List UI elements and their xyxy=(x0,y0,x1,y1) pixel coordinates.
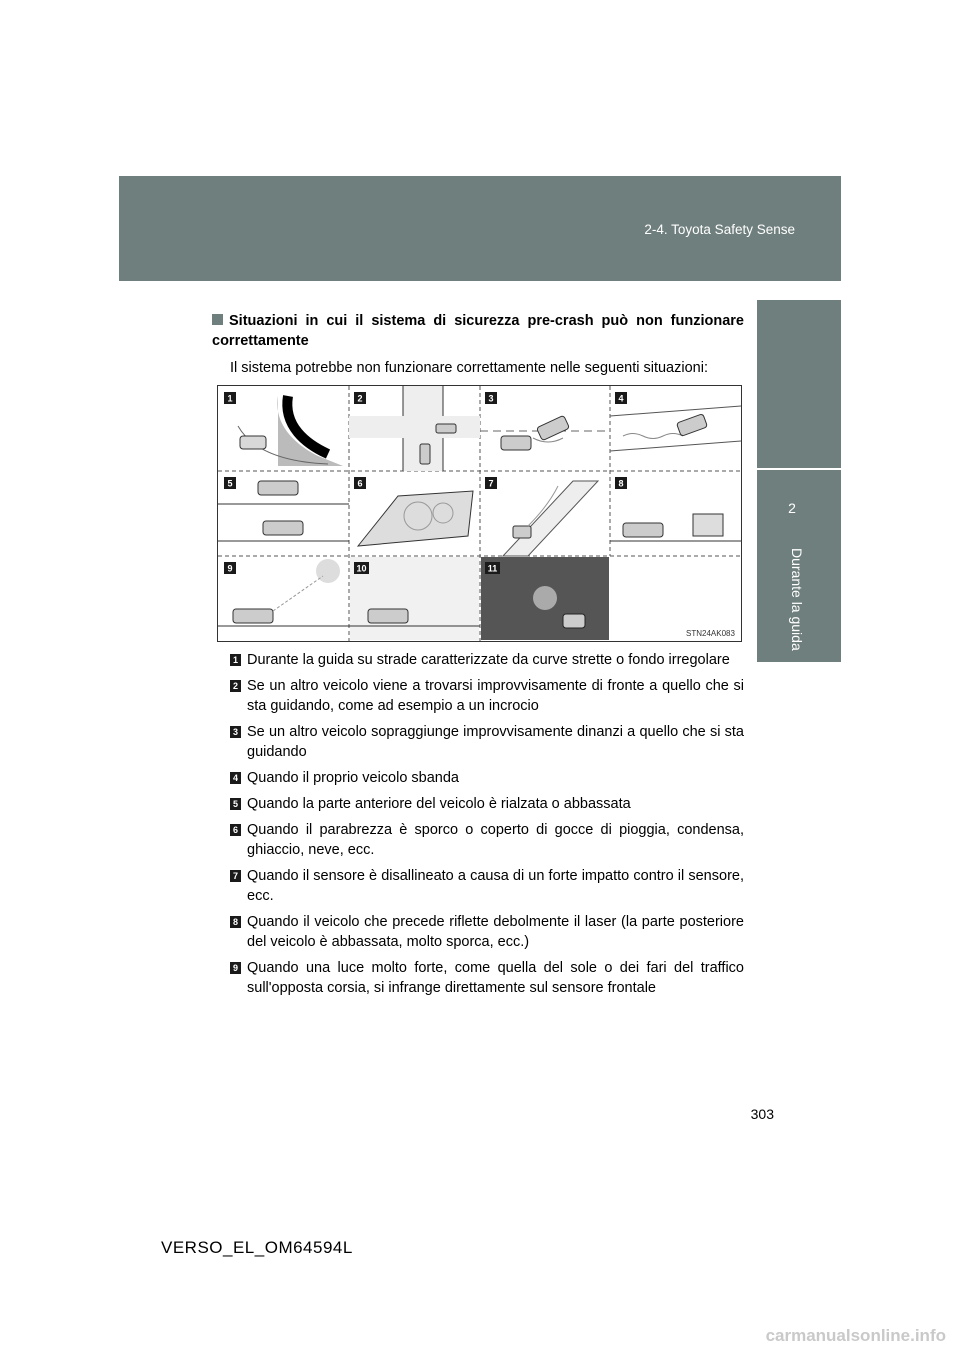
list-item xyxy=(230,820,744,860)
panel-number: 8 xyxy=(618,478,624,489)
tab-divider xyxy=(757,468,841,470)
section-title: 2-4. Toyota Safety Sense xyxy=(644,222,795,237)
panel-1-curve-scene xyxy=(238,396,343,466)
panel-number: 3 xyxy=(488,393,494,404)
list-item xyxy=(230,866,744,906)
item-text: Quando una luce molto forte, come quella del sole o dei fari del traffico sull'opposta corsia, si infrange direttamente sul sensore frontale xyxy=(247,960,744,996)
panel-6-windshield-scene xyxy=(358,491,473,546)
panel-9-sunlight-scene xyxy=(218,559,349,626)
item-text: Se un altro veicolo sopraggiunge improvvisamente dinanzi a quello che si sta guidando xyxy=(247,724,744,760)
heading-text: Situazioni in cui il sistema di sicurezza pre-crash può non funzionare correttamente xyxy=(212,313,744,349)
situations-figure xyxy=(217,385,742,642)
list-item xyxy=(230,650,744,670)
page-number: 303 xyxy=(750,1106,774,1122)
item-number: 3 xyxy=(230,726,241,738)
item-number: 8 xyxy=(230,916,241,928)
item-text: Quando il proprio veicolo sbanda xyxy=(247,770,459,786)
item-text: Se un altro veicolo viene a trovarsi improvvisamente di fronte a quello che si sta guidando, come ad esempio a un incrocio xyxy=(247,678,744,714)
panel-number: 9 xyxy=(227,563,233,574)
figure-illustration xyxy=(218,386,741,641)
header-band xyxy=(119,176,841,281)
panel-number: 2 xyxy=(357,393,363,404)
chapter-number: 2 xyxy=(788,500,796,516)
item-text: Quando il veicolo che precede riflette debolmente il laser (la parte posteriore del veicolo è abbassata, molto sporca, ecc.) xyxy=(247,914,744,950)
list-item xyxy=(230,794,744,814)
item-number: 6 xyxy=(230,824,241,836)
square-bullet-icon xyxy=(212,314,223,325)
panel-number: 5 xyxy=(227,478,233,489)
panel-2-intersection-scene xyxy=(349,386,480,471)
list-item xyxy=(230,912,744,952)
item-number: 4 xyxy=(230,772,241,784)
panel-number: 11 xyxy=(487,563,498,574)
item-number: 9 xyxy=(230,962,241,974)
panel-number: 6 xyxy=(357,478,363,489)
panel-number: 7 xyxy=(488,478,494,489)
item-number: 2 xyxy=(230,680,241,692)
item-text: Quando il sensore è disallineato a causa di un forte impatto contro il sensore, ecc. xyxy=(247,868,744,904)
item-text: Quando la parte anteriore del veicolo è rialzata o abbassata xyxy=(247,796,631,812)
document-code: VERSO_EL_OM64594L xyxy=(161,1238,353,1257)
panel-3-cut-in-scene xyxy=(480,415,610,450)
list-item xyxy=(230,722,744,762)
list-item xyxy=(230,958,744,998)
figure-code: STN24AK083 xyxy=(686,629,735,638)
panel-number: 10 xyxy=(356,563,367,574)
panel-11-tunnel-scene xyxy=(481,557,609,640)
chapter-tab xyxy=(757,300,841,662)
item-number: 1 xyxy=(230,654,241,666)
list-item xyxy=(230,676,744,716)
item-number: 5 xyxy=(230,798,241,810)
panel-number: 4 xyxy=(618,393,624,404)
list-item xyxy=(230,768,744,788)
item-text: Quando il parabrezza è sporco o coperto di gocce di pioggia, condensa, ghiaccio, neve, ecc. xyxy=(247,822,744,858)
panel-7-sensor-misaligned-scene xyxy=(503,481,598,556)
panel-number: 1 xyxy=(227,393,233,404)
watermark: carmanualsonline.info xyxy=(765,1326,946,1345)
panel-8-weak-reflection-scene xyxy=(610,514,741,541)
subsection-heading xyxy=(212,311,744,351)
intro-text: Il sistema potrebbe non funzionare correttamente nelle seguenti situazioni: xyxy=(230,360,708,376)
panel-4-skid-scene xyxy=(610,406,741,451)
item-text: Durante la guida su strade caratterizzate da curve strette o fondo irregolare xyxy=(247,652,730,668)
panel-5-pitch-scene xyxy=(218,478,349,541)
chapter-title: Durante la guida xyxy=(789,548,805,651)
situations-list xyxy=(230,650,744,1004)
item-number: 7 xyxy=(230,870,241,882)
